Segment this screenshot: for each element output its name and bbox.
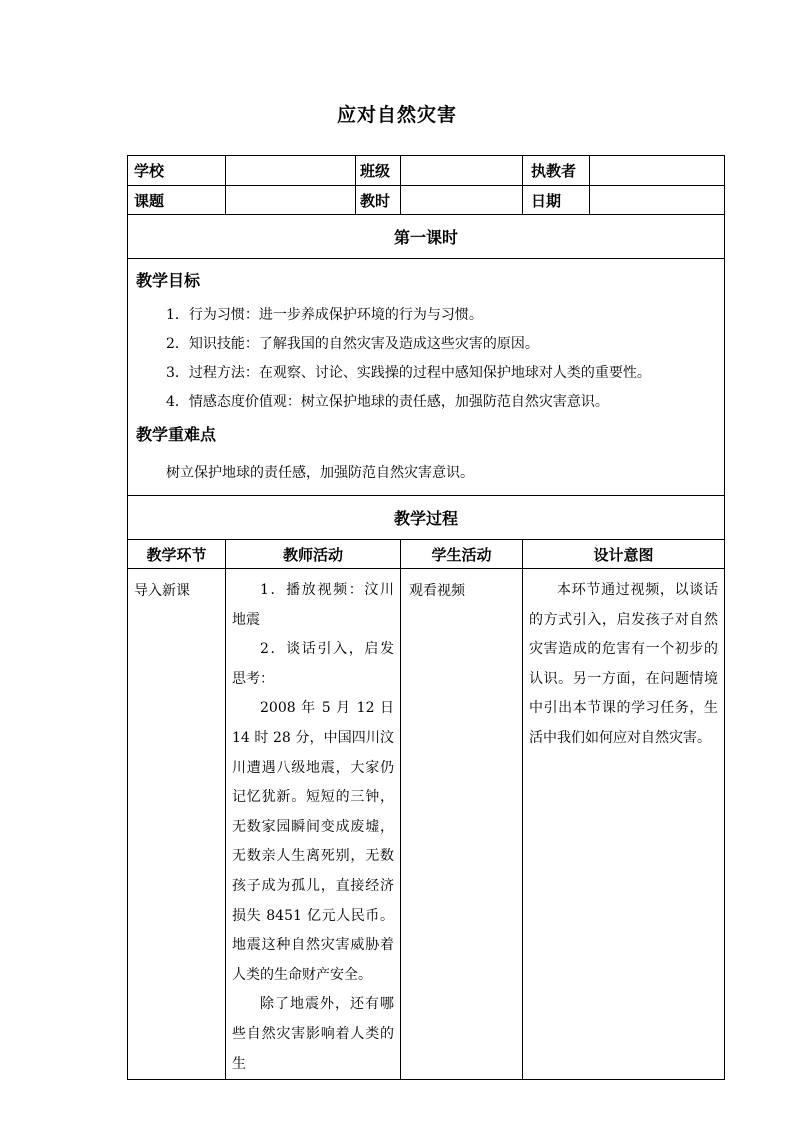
teacher-activity-paragraph: 除了地震外，还有哪些自然灾害影响着人类的生 xyxy=(232,996,394,1072)
period-value xyxy=(401,186,523,215)
teacher-activity-paragraph: 2008 年 5 月 12 日 14 时 28 分，中国四川汶川遭遇八级地震，大家仍记忆犹新。短短的三钟，无数家园瞬间变成废墟，无数亲人生离死别，无数孩子成为孤儿，直接经济损失 8451 亿元人民币。地震这种自然灾害威胁着人类的生命财产安全。 xyxy=(232,700,394,983)
goal-item: 2．知识技能：了解我国的自然灾害及造成这些灾害的原因。 xyxy=(166,336,539,352)
goal-item: 4．情感态度价值观：树立保护地球的责任感，加强防范自然灾害意识。 xyxy=(166,394,609,410)
teacher-activity-cell xyxy=(226,569,401,1080)
student-activity-cell: 观看视频 xyxy=(401,569,523,1080)
difficulty-heading: 教学重难点 xyxy=(136,425,217,444)
teacher-activity-paragraph: 1．播放视频：汶川地震 xyxy=(232,582,394,628)
date-value xyxy=(590,186,725,215)
difficulty-text: 树立保护地球的责任感，加强防范自然灾害意识。 xyxy=(166,465,474,481)
design-intent-text: 本环节通过视频，以谈话的方式引入，启发孩子对自然灾害造成的危害有一个初步的认识。另一方面，在问题情境中引出本节课的学习任务，生活中我们如何应对自然灾害。 xyxy=(529,582,718,746)
period-label: 教时 xyxy=(356,186,401,215)
goal-item: 1．行为习惯：进一步养成保护环境的行为与习惯。 xyxy=(166,307,483,323)
goals-heading: 教学目标 xyxy=(136,271,201,290)
teacher-label: 执教者 xyxy=(523,156,590,186)
column-header-teacher: 教师活动 xyxy=(226,540,401,569)
date-label: 日期 xyxy=(523,186,590,215)
column-header-student: 学生活动 xyxy=(401,540,523,569)
school-value xyxy=(226,156,356,186)
class-label: 班级 xyxy=(356,156,401,186)
goals-list xyxy=(136,301,716,417)
header-row-2 xyxy=(128,186,725,215)
goals-row xyxy=(128,259,725,496)
column-header-row xyxy=(128,540,725,569)
process-row xyxy=(128,569,725,1080)
page-title: 应对自然灾害 xyxy=(336,104,457,126)
process-heading-row xyxy=(128,496,725,540)
topic-value xyxy=(226,186,356,215)
goal-item: 3．过程方法：在观察、讨论、实践操的过程中感知保护地球对人类的重要性。 xyxy=(166,365,651,381)
topic-label: 课题 xyxy=(128,186,226,215)
lesson-heading: 第一课时 xyxy=(128,215,725,259)
lesson-plan-table xyxy=(127,155,725,1080)
class-value xyxy=(401,156,523,186)
process-heading: 教学过程 xyxy=(128,496,725,540)
header-row-1 xyxy=(128,156,725,186)
stage-cell: 导入新课 xyxy=(128,569,226,1080)
column-header-stage: 教学环节 xyxy=(128,540,226,569)
school-label: 学校 xyxy=(128,156,226,186)
teacher-activity-paragraph: 2．谈话引入，启发思考： xyxy=(232,641,394,687)
goals-cell xyxy=(128,259,725,496)
column-header-intent: 设计意图 xyxy=(523,540,725,569)
design-intent-cell xyxy=(523,569,725,1080)
lesson-heading-row xyxy=(128,215,725,259)
teacher-value xyxy=(590,156,725,186)
